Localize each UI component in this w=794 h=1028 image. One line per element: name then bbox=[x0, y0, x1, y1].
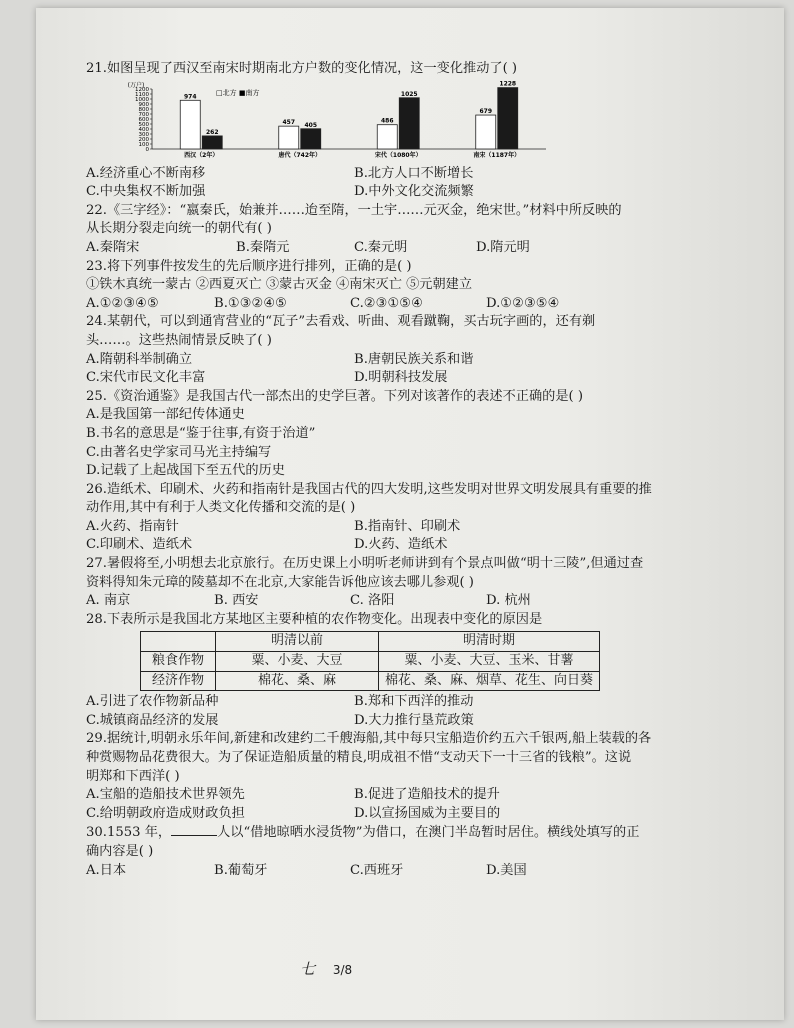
q30-option-c: C.西班牙 bbox=[350, 862, 404, 878]
q28-option-c: C.城镇商品经济的发展 bbox=[86, 712, 219, 728]
q30-options bbox=[86, 862, 726, 881]
bar-value-label: 679 bbox=[479, 107, 493, 115]
page-footer bbox=[300, 958, 352, 979]
crops-table bbox=[140, 631, 600, 691]
q30-stem-rest: 人以“借地晾晒水浸货物”为借口，在澳门半岛暂时居住。横线处填写的正 bbox=[217, 825, 640, 841]
y-tick-label: 700 bbox=[138, 111, 149, 118]
q21-option-c: C.中央集权不断加强 bbox=[86, 184, 206, 200]
q21-option-b: B.北方人口不断增长 bbox=[354, 165, 474, 181]
table-cell: 粟、小麦、大豆 bbox=[216, 652, 379, 672]
y-tick-label: 500 bbox=[138, 121, 149, 128]
q29-stem-line1: 29.据统计,明朝永乐年间,新建和改建约二千艘海船,其中每只宝船造价约五六千银两,船上装载的各 bbox=[86, 731, 652, 747]
q23-option-b: B.①③②④⑤ bbox=[214, 295, 287, 311]
bar-value-label: 974 bbox=[183, 92, 197, 100]
q22-option-a: A.秦隋宋 bbox=[86, 239, 140, 255]
table-row bbox=[141, 671, 600, 691]
y-tick-label: 800 bbox=[138, 106, 149, 113]
table-header: 明清时期 bbox=[379, 632, 600, 652]
x-category-label: 宋代（1080年） bbox=[374, 151, 422, 159]
q23-events: ①铁木真统一蒙古 ②西夏灭亡 ③蒙古灭金 ④南宋灭亡 ⑤元朝建立 bbox=[86, 277, 473, 293]
households-chart bbox=[116, 81, 556, 163]
y-tick-label: 100 bbox=[138, 141, 149, 148]
q21-stem: 21.如图呈现了西汉至南宋时期南北方户数的变化情况，这一变化推动了( ) bbox=[86, 61, 518, 76]
bar-value-label: 457 bbox=[282, 118, 296, 126]
y-tick-label: 300 bbox=[138, 131, 149, 138]
y-tick-label: 1100 bbox=[135, 91, 149, 98]
page-number: 3/8 bbox=[332, 963, 353, 977]
q22-stem-line2: 从长期分裂走向统一的朝代有( ) bbox=[86, 221, 272, 237]
table-cell: 粮食作物 bbox=[141, 652, 216, 672]
q23-option-c: C.②③①⑤④ bbox=[350, 295, 423, 311]
q27-stem-line2: 资料得知朱元璋的陵墓却不在北京,大家能告诉他应该去哪儿参观( ) bbox=[86, 574, 474, 590]
table-cell: 棉花、桑、麻、烟草、花生、向日葵 bbox=[379, 671, 600, 691]
q22-stem-line1: 22.《三字经》：“嬴秦氏，始兼并……迨至隋，一土宇……元灭金，绝宋世。”材料中所反映的 bbox=[86, 202, 622, 218]
q29-option-a: A.宝船的造船技术世界领先 bbox=[86, 787, 245, 803]
q26-option-d: D.火药、造纸术 bbox=[354, 537, 448, 553]
q30-blank bbox=[171, 823, 217, 836]
q26-stem-line1: 26.造纸术、印刷术、火药和指南针是我国古代的四大发明,这些发明对世界文明发展具有重要的推 bbox=[86, 481, 652, 497]
bar-north bbox=[279, 126, 299, 149]
q23-option-d: D.①②③⑤④ bbox=[486, 295, 560, 311]
q21-options bbox=[86, 165, 726, 202]
q24-option-d: D.明朝科技发展 bbox=[354, 370, 448, 386]
q28-option-b: B.郑和下西洋的推动 bbox=[354, 694, 474, 710]
x-category-label: 南宋（1187年） bbox=[473, 151, 521, 159]
x-category-label: 西汉（2年） bbox=[184, 151, 219, 159]
q28-options bbox=[86, 693, 726, 730]
bar-south bbox=[399, 97, 419, 148]
q27-option-c: C. 洛阳 bbox=[350, 593, 395, 609]
q29-option-d: D.以宣扬国威为主要目的 bbox=[354, 805, 501, 821]
households-chart-svg bbox=[116, 81, 556, 163]
q26-stem-line2: 动作用,其中有利于人类文化传播和交流的是( ) bbox=[86, 500, 356, 516]
q25-option-c: C.由著名史学家司马光主持编写 bbox=[86, 444, 272, 460]
y-tick-label: 200 bbox=[138, 136, 149, 143]
q27-stem-line1: 27.暑假将至,小明想去北京旅行。在历史课上小明听老师讲到有个景点叫做“明十三陵”,但通过查 bbox=[86, 556, 644, 572]
y-tick-label: 1000 bbox=[135, 96, 149, 103]
y-tick-label: 0 bbox=[145, 146, 149, 153]
y-tick-label: 400 bbox=[138, 126, 149, 133]
q30-option-b: B.葡萄牙 bbox=[214, 862, 268, 878]
q24-option-c: C.宋代市民文化丰富 bbox=[86, 370, 206, 386]
q23-stem: 23.将下列事件按发生的先后顺序进行排列，正确的是( ) bbox=[86, 258, 412, 274]
q24-option-a: A.隋朝科举制确立 bbox=[86, 351, 193, 367]
q22-option-b: B.秦隋元 bbox=[236, 239, 290, 255]
y-tick-label: 1200 bbox=[135, 86, 149, 93]
q28-stem: 28.下表所示是我国北方某地区主要种植的农作物变化。出现表中变化的原因是 bbox=[86, 611, 543, 627]
q24-options bbox=[86, 351, 726, 388]
q30-stem-line2: 确内容是( ) bbox=[86, 843, 154, 859]
q24-stem-line2: 头……。这些热闹情景反映了( ) bbox=[86, 332, 272, 348]
bar-north bbox=[377, 124, 397, 148]
q25-option-d: D.记载了上起战国下至五代的历史 bbox=[86, 463, 285, 479]
q26-option-c: C.印刷术、造纸术 bbox=[86, 537, 193, 553]
q23-option-a: A.①②③④⑤ bbox=[86, 295, 159, 311]
y-tick-label: 900 bbox=[138, 101, 149, 108]
bar-value-label: 405 bbox=[304, 121, 318, 129]
q21-option-a: A.经济重心不断南移 bbox=[86, 165, 206, 181]
q22-option-d: D.隋元明 bbox=[476, 239, 530, 255]
q29-stem-line3: 明郑和下西洋( ) bbox=[86, 768, 180, 784]
bar-south bbox=[301, 128, 321, 148]
table-row bbox=[141, 632, 600, 652]
table-cell: 粟、小麦、大豆、玉米、甘薯 bbox=[379, 652, 600, 672]
q21-option-d: D.中外文化交流频繁 bbox=[354, 184, 474, 200]
q24-stem-line1: 24.某朝代，可以到通宵营业的“瓦子”去看戏、听曲、观看蹴鞠，买古玩字画的，还有剃 bbox=[86, 314, 596, 330]
chart-legend: □北方 ■南方 bbox=[216, 88, 260, 97]
table-cell: 经济作物 bbox=[141, 671, 216, 691]
q30-stem-start: 30.1553 年， bbox=[86, 825, 172, 841]
q30-option-d: D.美国 bbox=[486, 862, 527, 878]
q29-stem-line2: 种赏赐物品花费很大。为了保证造船质量的精良,明成祖不惜“支动天下一十三省的钱粮”。这说 bbox=[86, 750, 632, 765]
handwritten-mark: 七 bbox=[300, 960, 316, 978]
q26-options bbox=[86, 518, 726, 555]
q24-option-b: B.唐朝民族关系和谐 bbox=[354, 351, 474, 367]
q29-option-c: C.给明朝政府造成财政负担 bbox=[86, 805, 245, 821]
exam-content bbox=[86, 60, 726, 880]
table-header: 明清以前 bbox=[216, 632, 379, 652]
q27-option-a: A. 南京 bbox=[86, 593, 131, 609]
bar-north bbox=[476, 115, 496, 149]
bar-north bbox=[180, 100, 200, 149]
q27-options bbox=[86, 592, 726, 611]
bar-value-label: 262 bbox=[205, 128, 219, 136]
q26-option-b: B.指南针、印刷术 bbox=[354, 518, 461, 534]
y-axis-label: (万户) bbox=[127, 81, 145, 89]
q29-options bbox=[86, 786, 726, 823]
q25-option-a: A.是我国第一部纪传体通史 bbox=[86, 407, 245, 423]
q27-option-d: D. 杭州 bbox=[486, 593, 531, 609]
table-cell: 棉花、桑、麻 bbox=[216, 671, 379, 691]
q28-option-d: D.大力推行垦荒政策 bbox=[354, 712, 474, 728]
q22-option-c: C.秦元明 bbox=[354, 239, 408, 255]
q30-stem-line1 bbox=[86, 823, 726, 843]
table-cell bbox=[141, 632, 216, 652]
bar-value-label: 1025 bbox=[400, 90, 418, 98]
q25-stem: 25.《资治通鉴》是我国古代一部杰出的史学巨著。下列对该著作的表述不正确的是( ) bbox=[86, 388, 584, 404]
q29-option-b: B.促进了造船技术的提升 bbox=[354, 787, 500, 803]
q23-options bbox=[86, 295, 726, 314]
x-category-label: 唐代（742年） bbox=[278, 151, 322, 159]
q25-option-b: B.书名的意思是“鉴于往事,有资于治道” bbox=[86, 425, 316, 441]
q26-option-a: A.火药、指南针 bbox=[86, 518, 179, 534]
bar-value-label: 1228 bbox=[499, 80, 517, 88]
q27-option-b: B. 西安 bbox=[214, 593, 259, 609]
bar-south bbox=[202, 135, 222, 148]
y-tick-label: 600 bbox=[138, 116, 149, 123]
q30-option-a: A.日本 bbox=[86, 862, 127, 878]
bar-value-label: 486 bbox=[380, 117, 394, 125]
bar-south bbox=[498, 87, 518, 148]
q22-options bbox=[86, 239, 726, 258]
q28-option-a: A.引进了农作物新品种 bbox=[86, 694, 219, 710]
table-row bbox=[141, 652, 600, 672]
